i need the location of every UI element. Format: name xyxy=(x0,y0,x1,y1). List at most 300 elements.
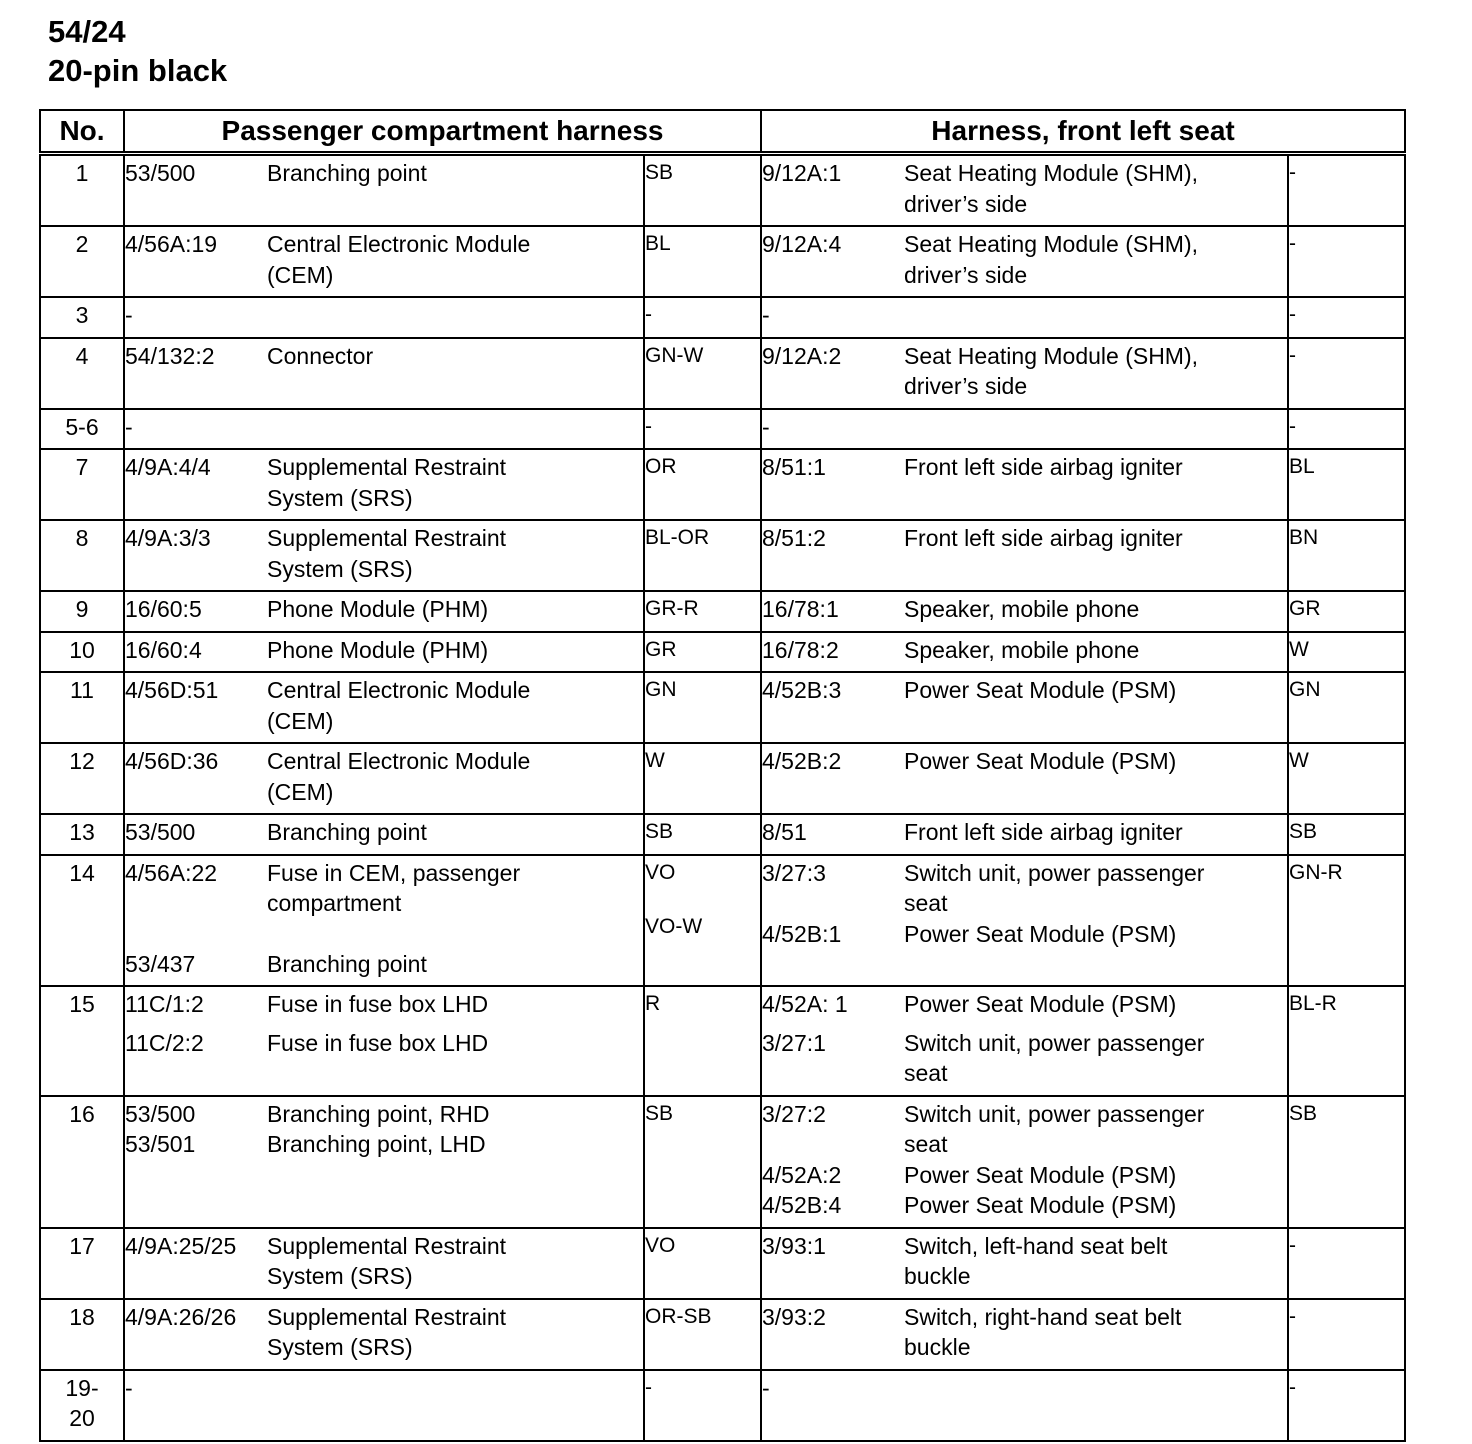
seat-description xyxy=(904,817,1287,848)
seat-wire-color: - xyxy=(1289,1304,1296,1328)
passenger-description xyxy=(267,300,643,331)
seat-entry xyxy=(762,858,1287,919)
passenger-harness-cell xyxy=(124,855,644,987)
passenger-description-line: Central Electronic Module xyxy=(267,677,531,703)
passenger-entry xyxy=(125,452,643,513)
seat-entry xyxy=(762,1373,1287,1404)
seat-description xyxy=(904,1190,1287,1221)
seat-description-line: driver’s side xyxy=(904,190,1028,217)
header-passenger-harness: Passenger compartment harness xyxy=(124,110,761,154)
table-row xyxy=(40,814,1405,855)
seat-description xyxy=(904,635,1287,666)
seat-code: 3/27:2 xyxy=(762,1100,826,1127)
seat-description xyxy=(904,1160,1287,1191)
passenger-description-line: System (SRS) xyxy=(267,1334,413,1360)
pin-number: 13 xyxy=(40,814,124,855)
seat-wire-color: - xyxy=(1289,343,1296,367)
seat-wire-color: SB xyxy=(1289,820,1318,843)
seat-color-cell xyxy=(1288,591,1405,632)
seat-description-line: Switch unit, power passenger xyxy=(904,1100,1205,1127)
seat-entry xyxy=(762,412,1287,443)
seat-harness-cell xyxy=(761,672,1288,743)
pin-number: 1 xyxy=(40,154,124,227)
passenger-description-line: Supplemental Restraint xyxy=(267,525,507,551)
seat-color-cell xyxy=(1288,1370,1405,1441)
passenger-description-line: (CEM) xyxy=(267,707,334,734)
passenger-description xyxy=(267,1028,643,1059)
pin-number: 15 xyxy=(40,986,124,1096)
passenger-wire-color: OR-SB xyxy=(645,1304,712,1328)
pin-number: 2 xyxy=(40,226,124,297)
seat-color-cell xyxy=(1288,520,1405,591)
seat-entry xyxy=(762,919,1287,950)
passenger-wire-color: VO-W xyxy=(645,915,703,938)
passenger-wire-color: OR xyxy=(645,455,677,478)
passenger-entry xyxy=(125,412,643,443)
passenger-description-line: Fuse in fuse box LHD xyxy=(267,1029,489,1056)
passenger-description xyxy=(267,949,643,980)
seat-wire-color: GN-R xyxy=(1289,860,1343,884)
table-row xyxy=(40,855,1405,987)
seat-code: 3/27:1 xyxy=(762,1029,826,1056)
seat-description-line: buckle xyxy=(904,1334,971,1360)
passenger-entry xyxy=(125,341,643,372)
seat-code: 4/52A:2 xyxy=(762,1161,842,1188)
passenger-color-cell xyxy=(644,1096,761,1228)
seat-entry xyxy=(762,1231,1287,1292)
seat-harness-cell xyxy=(761,226,1288,297)
seat-description-line: Power Seat Module (PSM) xyxy=(904,1161,1177,1188)
pin-number: 7 xyxy=(40,449,124,520)
seat-entry xyxy=(762,1099,1287,1160)
passenger-entry xyxy=(125,635,643,666)
seat-description-line: Front left side airbag igniter xyxy=(904,525,1183,551)
passenger-code: 11C/2:2 xyxy=(125,1029,204,1056)
passenger-description xyxy=(267,746,643,807)
passenger-harness-cell xyxy=(124,814,644,855)
passenger-entry xyxy=(125,300,643,331)
seat-wire-color: - xyxy=(1289,1233,1296,1257)
passenger-entry xyxy=(125,523,643,584)
passenger-entry xyxy=(125,949,643,980)
passenger-code: 53/500 xyxy=(125,819,196,845)
seat-entry xyxy=(762,523,1287,554)
passenger-entry xyxy=(125,817,643,848)
header-front-left-seat-harness: Harness, front left seat xyxy=(761,110,1405,154)
table-row xyxy=(40,591,1405,632)
passenger-color-cell xyxy=(644,672,761,743)
passenger-code: 11C/1:2 xyxy=(125,991,204,1017)
passenger-code: 4/9A:26/26 xyxy=(125,1303,237,1330)
passenger-harness-cell xyxy=(124,154,644,227)
passenger-color-cell xyxy=(644,632,761,673)
table-row xyxy=(40,743,1405,814)
connector-description: 20-pin black xyxy=(48,53,228,88)
seat-wire-color: - xyxy=(1289,1375,1296,1399)
passenger-wire-color: SB xyxy=(645,161,674,184)
passenger-color-cell xyxy=(644,855,761,987)
passenger-color-cell xyxy=(644,1299,761,1370)
seat-code: 4/52B:1 xyxy=(762,920,842,947)
seat-color-cell xyxy=(1288,1228,1405,1299)
passenger-description xyxy=(267,817,643,848)
seat-wire-color: BL-R xyxy=(1289,992,1337,1015)
seat-description-line: Front left side airbag igniter xyxy=(904,819,1183,845)
passenger-description-line: Phone Module (PHM) xyxy=(267,636,489,663)
passenger-color-cell xyxy=(644,814,761,855)
passenger-wire-color: GN xyxy=(645,678,677,701)
passenger-wire-color: W xyxy=(645,749,665,772)
document-header xyxy=(48,12,227,90)
seat-color-cell xyxy=(1288,855,1405,987)
seat-description xyxy=(904,300,1287,331)
seat-description xyxy=(904,1231,1287,1292)
passenger-description xyxy=(267,1129,643,1160)
seat-description xyxy=(904,675,1287,706)
seat-description-line: Power Seat Module (PSM) xyxy=(904,920,1177,947)
pin-number: 10 xyxy=(40,632,124,673)
passenger-description xyxy=(267,452,643,513)
passenger-description xyxy=(267,675,643,736)
passenger-wire-color: BL-OR xyxy=(645,526,710,549)
seat-color-cell xyxy=(1288,297,1405,338)
passenger-description xyxy=(267,1302,643,1363)
seat-harness-cell xyxy=(761,1299,1288,1370)
seat-entry xyxy=(762,229,1287,290)
table-row xyxy=(40,1299,1405,1370)
passenger-code: 16/60:5 xyxy=(125,596,202,622)
passenger-color-cell xyxy=(644,1228,761,1299)
seat-code: - xyxy=(762,302,770,328)
seat-wire-color: - xyxy=(1289,414,1296,438)
seat-entry xyxy=(762,817,1287,848)
passenger-code: 54/132:2 xyxy=(125,342,215,369)
seat-color-cell xyxy=(1288,743,1405,814)
passenger-entry xyxy=(125,1129,643,1160)
passenger-wire-color: BL xyxy=(645,232,671,255)
passenger-harness-cell xyxy=(124,591,644,632)
seat-description xyxy=(904,1099,1287,1160)
pin-number: 9 xyxy=(40,591,124,632)
table-row xyxy=(40,986,1405,1096)
passenger-description xyxy=(267,594,643,625)
seat-wire-color: GR xyxy=(1289,597,1321,620)
seat-harness-cell xyxy=(761,154,1288,227)
passenger-description-line: Connector xyxy=(267,342,374,369)
seat-entry xyxy=(762,746,1287,777)
pin-rows xyxy=(40,154,1405,1441)
passenger-description-line: System (SRS) xyxy=(267,484,413,511)
seat-code: 9/12A:1 xyxy=(762,160,842,186)
seat-description-line: Front left side airbag igniter xyxy=(904,454,1183,480)
seat-description-line: Power Seat Module (PSM) xyxy=(904,748,1177,774)
seat-entry xyxy=(762,1190,1287,1221)
passenger-description xyxy=(267,989,643,1020)
seat-harness-cell xyxy=(761,338,1288,409)
passenger-harness-cell xyxy=(124,449,644,520)
passenger-color-cell xyxy=(644,226,761,297)
seat-code: 8/51 xyxy=(762,819,807,845)
passenger-description xyxy=(267,635,643,666)
seat-code: 16/78:1 xyxy=(762,596,839,622)
passenger-wire-color: GR xyxy=(645,637,677,661)
seat-color-cell xyxy=(1288,154,1405,227)
seat-harness-cell xyxy=(761,449,1288,520)
table-row xyxy=(40,1370,1405,1441)
seat-color-cell xyxy=(1288,449,1405,520)
passenger-color-cell xyxy=(644,409,761,450)
header-no: No. xyxy=(40,110,124,154)
seat-entry xyxy=(762,341,1287,402)
seat-code: 4/52B:2 xyxy=(762,748,842,774)
seat-wire-color: W xyxy=(1289,637,1309,661)
passenger-code: - xyxy=(125,302,133,328)
seat-wire-color: - xyxy=(1289,161,1296,184)
passenger-code: 4/9A:4/4 xyxy=(125,454,211,480)
passenger-entry xyxy=(125,1231,643,1292)
passenger-color-cell xyxy=(644,338,761,409)
seat-wire-color: W xyxy=(1289,749,1309,772)
seat-entry xyxy=(762,452,1287,483)
seat-harness-cell xyxy=(761,1228,1288,1299)
passenger-description xyxy=(267,523,643,584)
seat-code: 9/12A:2 xyxy=(762,342,842,369)
table-row xyxy=(40,449,1405,520)
seat-description xyxy=(904,523,1287,554)
seat-code: 4/52B:3 xyxy=(762,677,842,703)
seat-color-cell xyxy=(1288,672,1405,743)
table-header-row xyxy=(40,110,1405,154)
passenger-description-line: Supplemental Restraint xyxy=(267,1232,507,1259)
passenger-description-line: (CEM) xyxy=(267,778,334,805)
seat-entry xyxy=(762,1028,1287,1089)
pin-number: 18 xyxy=(40,1299,124,1370)
seat-color-cell xyxy=(1288,986,1405,1096)
passenger-harness-cell xyxy=(124,409,644,450)
passenger-wire-color: R xyxy=(645,992,661,1015)
passenger-harness-cell xyxy=(124,1228,644,1299)
table-row xyxy=(40,226,1405,297)
seat-description xyxy=(904,229,1287,290)
passenger-code: 53/500 xyxy=(125,160,196,186)
passenger-description xyxy=(267,858,643,919)
seat-description-line: Speaker, mobile phone xyxy=(904,596,1140,622)
passenger-wire-color: GN-W xyxy=(645,343,704,367)
seat-harness-cell xyxy=(761,520,1288,591)
passenger-code: 4/56A:19 xyxy=(125,231,218,257)
seat-wire-color: GN xyxy=(1289,678,1321,701)
passenger-code: - xyxy=(125,1374,133,1401)
passenger-description-line: Branching point xyxy=(267,819,427,845)
seat-color-cell xyxy=(1288,226,1405,297)
seat-description-line: Speaker, mobile phone xyxy=(904,636,1140,663)
passenger-wire-color: SB xyxy=(645,1101,674,1125)
passenger-color-cell xyxy=(644,986,761,1096)
seat-harness-cell xyxy=(761,986,1288,1096)
seat-entry xyxy=(762,158,1287,219)
passenger-wire-color: SB xyxy=(645,820,674,843)
passenger-entry xyxy=(125,229,643,290)
passenger-harness-cell xyxy=(124,632,644,673)
seat-color-cell xyxy=(1288,1299,1405,1370)
seat-code: 9/12A:4 xyxy=(762,231,842,257)
seat-description xyxy=(904,1373,1287,1404)
pin-number: 12 xyxy=(40,743,124,814)
passenger-description-line: Supplemental Restraint xyxy=(267,1303,507,1330)
seat-description xyxy=(904,746,1287,777)
seat-code: 16/78:2 xyxy=(762,636,839,663)
seat-code: - xyxy=(762,1374,770,1401)
passenger-color-cell xyxy=(644,743,761,814)
seat-description-line: Seat Heating Module (SHM), xyxy=(904,231,1199,257)
passenger-wire-color: VO xyxy=(645,860,676,884)
passenger-description-line: Branching point xyxy=(267,160,427,186)
passenger-description xyxy=(267,1231,643,1292)
passenger-description-line: Phone Module (PHM) xyxy=(267,596,489,622)
passenger-wire-color: - xyxy=(645,414,652,438)
seat-wire-color: BN xyxy=(1289,526,1319,549)
passenger-description xyxy=(267,1373,643,1404)
passenger-entry xyxy=(125,158,643,189)
seat-entry xyxy=(762,1160,1287,1191)
seat-code: 3/93:1 xyxy=(762,1232,826,1259)
seat-entry xyxy=(762,989,1287,1020)
seat-description xyxy=(904,919,1287,950)
passenger-code: 53/437 xyxy=(125,950,196,977)
passenger-wire-color: GR-R xyxy=(645,597,699,620)
passenger-description-line: Fuse in CEM, passenger xyxy=(267,859,521,886)
seat-entry xyxy=(762,635,1287,666)
passenger-wire-color: - xyxy=(645,303,652,326)
seat-description-line: Switch unit, power passenger xyxy=(904,1029,1205,1056)
passenger-wire-color: VO xyxy=(645,1233,676,1257)
passenger-code: 4/56D:36 xyxy=(125,748,219,774)
passenger-code: - xyxy=(125,413,133,440)
passenger-color-cell xyxy=(644,591,761,632)
pin-table xyxy=(39,109,1406,1442)
passenger-entry xyxy=(125,675,643,736)
seat-description-line: buckle xyxy=(904,1263,971,1289)
pin-number: 17 xyxy=(40,1228,124,1299)
seat-description-line: seat xyxy=(904,1060,948,1086)
seat-description-line: Switch, right-hand seat belt xyxy=(904,1303,1182,1330)
passenger-entry xyxy=(125,1373,643,1404)
passenger-entry xyxy=(125,989,643,1020)
passenger-description-line: Branching point, LHD xyxy=(267,1131,486,1157)
pin-number: 11 xyxy=(40,672,124,743)
passenger-entry xyxy=(125,1302,643,1363)
seat-color-cell xyxy=(1288,814,1405,855)
seat-harness-cell xyxy=(761,1096,1288,1228)
seat-description-line: Switch unit, power passenger xyxy=(904,859,1205,886)
passenger-description-line: Supplemental Restraint xyxy=(267,454,507,480)
seat-harness-cell xyxy=(761,632,1288,673)
passenger-code: 16/60:4 xyxy=(125,636,202,663)
seat-description xyxy=(904,452,1287,483)
table-row xyxy=(40,297,1405,338)
pin-number: 16 xyxy=(40,1096,124,1228)
seat-code: 3/27:3 xyxy=(762,859,826,886)
passenger-description xyxy=(267,229,643,290)
passenger-description xyxy=(267,158,643,189)
seat-wire-color: SB xyxy=(1289,1101,1318,1125)
passenger-description-line: Central Electronic Module xyxy=(267,231,531,257)
passenger-description-line: compartment xyxy=(267,890,402,916)
table-row xyxy=(40,1228,1405,1299)
passenger-code: 4/9A:3/3 xyxy=(125,525,211,551)
passenger-description-line: Fuse in fuse box LHD xyxy=(267,991,489,1017)
passenger-description xyxy=(267,1099,643,1130)
seat-description-line: Switch, left-hand seat belt xyxy=(904,1232,1168,1259)
passenger-description-line: System (SRS) xyxy=(267,555,413,582)
seat-entry xyxy=(762,594,1287,625)
passenger-description-line: System (SRS) xyxy=(267,1263,413,1289)
passenger-description-line: Branching point xyxy=(267,950,427,977)
seat-harness-cell xyxy=(761,743,1288,814)
passenger-harness-cell xyxy=(124,226,644,297)
seat-description xyxy=(904,341,1287,402)
table-row xyxy=(40,672,1405,743)
passenger-color-cell xyxy=(644,520,761,591)
passenger-harness-cell xyxy=(124,672,644,743)
seat-description xyxy=(904,1302,1287,1363)
seat-code: 8/51:1 xyxy=(762,454,826,480)
seat-harness-cell xyxy=(761,409,1288,450)
table-row xyxy=(40,338,1405,409)
passenger-code: 4/9A:25/25 xyxy=(125,1232,237,1259)
seat-wire-color: - xyxy=(1289,232,1296,255)
passenger-description-line: Branching point, RHD xyxy=(267,1100,490,1127)
seat-description xyxy=(904,594,1287,625)
passenger-harness-cell xyxy=(124,520,644,591)
passenger-code: 4/56D:51 xyxy=(125,677,219,703)
passenger-harness-cell xyxy=(124,297,644,338)
seat-code: 8/51:2 xyxy=(762,525,826,551)
table-row xyxy=(40,154,1405,227)
seat-color-cell xyxy=(1288,1096,1405,1228)
seat-description-line: seat xyxy=(904,1131,948,1157)
seat-description-line: driver’s side xyxy=(904,261,1028,288)
seat-description-line: driver’s side xyxy=(904,373,1028,399)
passenger-harness-cell xyxy=(124,743,644,814)
passenger-color-cell xyxy=(644,154,761,227)
pin-number: 5-6 xyxy=(40,409,124,450)
pin-number-text: 19-20 xyxy=(65,1374,99,1431)
seat-harness-cell xyxy=(761,297,1288,338)
seat-description xyxy=(904,989,1287,1020)
seat-wire-color: BL xyxy=(1289,455,1315,478)
pin-number: 14 xyxy=(40,855,124,987)
seat-code: 4/52B:4 xyxy=(762,1192,842,1218)
seat-color-cell xyxy=(1288,409,1405,450)
table-row xyxy=(40,1096,1405,1228)
passenger-entry xyxy=(125,594,643,625)
seat-description-line: Power Seat Module (PSM) xyxy=(904,677,1177,703)
passenger-entry xyxy=(125,1028,643,1059)
table-row xyxy=(40,632,1405,673)
table-row xyxy=(40,520,1405,591)
passenger-harness-cell xyxy=(124,1096,644,1228)
passenger-description-line: (CEM) xyxy=(267,261,334,288)
passenger-entry xyxy=(125,858,643,919)
seat-harness-cell xyxy=(761,814,1288,855)
seat-color-cell xyxy=(1288,632,1405,673)
seat-description-line: Power Seat Module (PSM) xyxy=(904,991,1177,1017)
passenger-harness-cell xyxy=(124,1299,644,1370)
seat-code: 4/52A: 1 xyxy=(762,991,848,1017)
seat-code: 3/93:2 xyxy=(762,1303,826,1330)
seat-description-line: seat xyxy=(904,890,948,916)
